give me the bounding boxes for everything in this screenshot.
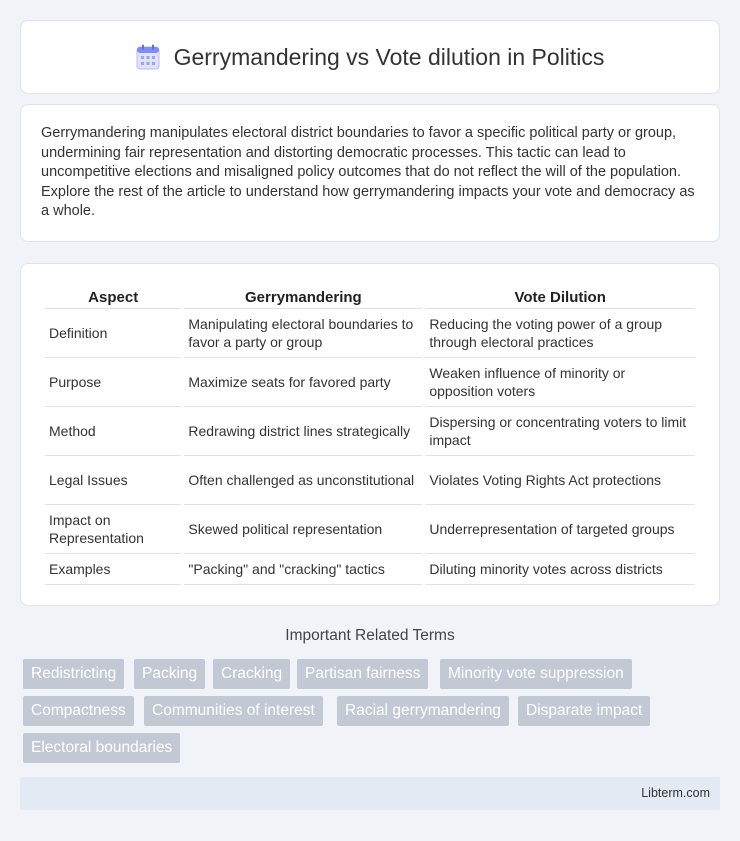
table-cell: Examples xyxy=(45,554,181,585)
tag-minority-vote-suppression[interactable]: Minority vote suppression xyxy=(440,659,632,689)
column-header: Gerrymandering xyxy=(184,286,422,309)
table-row xyxy=(45,505,695,554)
table-header-row xyxy=(45,286,695,309)
footer xyxy=(20,777,720,810)
table-row xyxy=(45,407,695,456)
tag-partisan-fairness[interactable]: Partisan fairness xyxy=(297,659,428,689)
table-cell: Often challenged as unconstitutional xyxy=(184,456,422,505)
related-terms-title: Important Related Terms xyxy=(285,627,455,644)
column-header: Vote Dilution xyxy=(425,286,695,309)
comparison-table xyxy=(42,286,698,585)
table-cell: Redrawing district lines strategically xyxy=(184,407,422,456)
table-cell: Maximize seats for favored party xyxy=(184,358,422,407)
calendar-grid-icon xyxy=(136,44,160,70)
table-cell: Method xyxy=(45,407,181,456)
table-cell: Manipulating electoral boundaries to favor a party or group xyxy=(184,309,422,358)
table-cell: Skewed political representation xyxy=(184,505,422,554)
table-row xyxy=(45,554,695,585)
table-cell: Violates Voting Rights Act protections xyxy=(425,456,695,505)
table-cell: Definition xyxy=(45,309,181,358)
table-cell: Purpose xyxy=(45,358,181,407)
title-card xyxy=(20,20,720,94)
table-cell: Impact on Representation xyxy=(45,505,181,554)
table-cell: Underrepresentation of targeted groups xyxy=(425,505,695,554)
table-row xyxy=(45,456,695,505)
tag-racial-gerrymandering[interactable]: Racial gerrymandering xyxy=(337,696,509,726)
tag-redistricting[interactable]: Redistricting xyxy=(23,659,124,689)
tag-compactness[interactable]: Compactness xyxy=(23,696,134,726)
tag-communities-of-interest[interactable]: Communities of interest xyxy=(144,696,323,726)
table-cell: Diluting minority votes across districts xyxy=(425,554,695,585)
column-header: Aspect xyxy=(45,286,181,309)
tag-cracking[interactable]: Cracking xyxy=(213,659,290,689)
intro-card xyxy=(20,104,720,242)
table-cell: Weaken influence of minority or opposition voters xyxy=(425,358,695,407)
table-row xyxy=(45,309,695,358)
table-cell: Reducing the voting power of a group through electoral practices xyxy=(425,309,695,358)
page-title: Gerrymandering vs Vote dilution in Politics xyxy=(173,43,605,70)
tag-disparate-impact[interactable]: Disparate impact xyxy=(518,696,650,726)
table-cell: Legal Issues xyxy=(45,456,181,505)
table-row xyxy=(45,358,695,407)
tag-packing[interactable]: Packing xyxy=(134,659,205,689)
table-cell: "Packing" and "cracking" tactics xyxy=(184,554,422,585)
table-cell: Dispersing or concentrating voters to limit impact xyxy=(425,407,695,456)
comparison-table-card xyxy=(20,263,720,606)
intro-text: Gerrymandering manipulates electoral district boundaries to favor a specific political party or group, undermining fair representation and distorting democratic processes. This tactic can lead to uncompetitive elections and misaligned policy outcomes that do not reflect the will of the population. Explore the rest of the article to understand how gerrymandering impacts your vote and democracy as a whole. xyxy=(41,125,695,219)
footer-link[interactable]: Libterm.com xyxy=(641,786,710,800)
tag-electoral-boundaries[interactable]: Electoral boundaries xyxy=(23,733,180,763)
